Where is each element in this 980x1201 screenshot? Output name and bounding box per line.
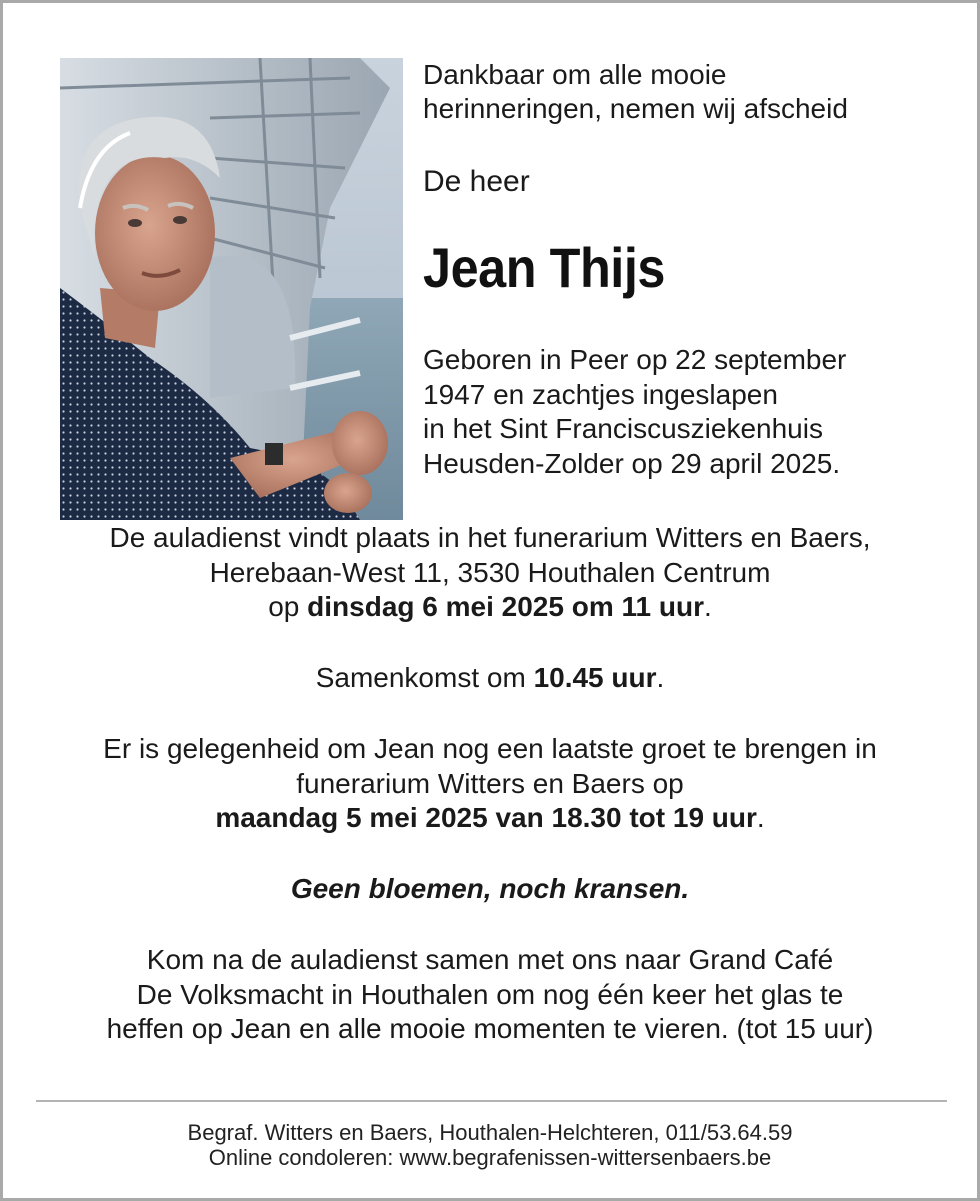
gathering-info (3, 661, 977, 696)
deceased-name: Jean Thijs (423, 236, 665, 299)
intro-line-2: herinneringen, nemen wij afscheid (423, 93, 848, 124)
viewing-line-2: funerarium Witters en Baers op (296, 767, 684, 799)
gathering-prefix: Samenkomst om (315, 662, 534, 693)
intro-line-1: Dankbaar om alle mooie (423, 59, 727, 90)
service-line-3-suffix: . (703, 591, 712, 622)
service-date: dinsdag 6 mei 2025 om 11 uur (307, 591, 704, 622)
cafe-line-2: De Volksmacht in Houthalen om nog één keer het glas te (136, 978, 844, 1010)
born-line-1: Geboren in Peer op 22 september (423, 344, 847, 375)
birth-death-text (423, 343, 943, 481)
viewing-date: maandag 5 mei 2025 van 18.30 tot 19 uur (215, 802, 757, 833)
gathering-suffix: . (656, 662, 665, 693)
service-line-3 (3, 590, 977, 625)
portrait-photo (60, 58, 403, 520)
born-line-2: 1947 en zachtjes ingeslapen (423, 378, 778, 410)
salutation: De heer (423, 165, 530, 198)
cafe-invitation (3, 943, 977, 1047)
gathering-time: 10.45 uur (533, 662, 657, 693)
viewing-info (3, 732, 977, 836)
viewing-line-1: Er is gelegenheid om Jean nog een laatste groet te brengen in (103, 733, 877, 764)
born-line-3: in het Sint Franciscusziekenhuis (423, 413, 823, 444)
no-flowers-notice: Geen bloemen, noch kransen. (290, 873, 690, 904)
cafe-line-3: heffen op Jean en alle mooie momenten te vieren. (tot 15 uur) (106, 1013, 874, 1044)
service-line-3-prefix: op (268, 591, 308, 622)
service-info (3, 521, 977, 625)
footer-divider (36, 1100, 947, 1102)
footer-condolence-link: Online condoleren: www.begrafenissen-wittersenbaers.be (208, 1145, 772, 1170)
footer-funeral-home: Begraf. Witters en Baers, Houthalen-Helchteren, 011/53.64.59 (187, 1120, 793, 1145)
born-line-4: Heusden-Zolder op 29 april 2025. (423, 447, 841, 479)
footer (3, 1120, 977, 1170)
service-line-2: Herebaan-West 11, 3530 Houthalen Centrum (209, 556, 771, 588)
viewing-line-3-suffix: . (756, 802, 765, 833)
service-line-1: De auladienst vindt plaats in het funerarium Witters en Baers, (109, 522, 871, 553)
cafe-line-1: Kom na de auladienst samen met ons naar Grand Café (146, 944, 834, 975)
intro-text (423, 58, 943, 126)
viewing-line-3 (3, 801, 977, 836)
